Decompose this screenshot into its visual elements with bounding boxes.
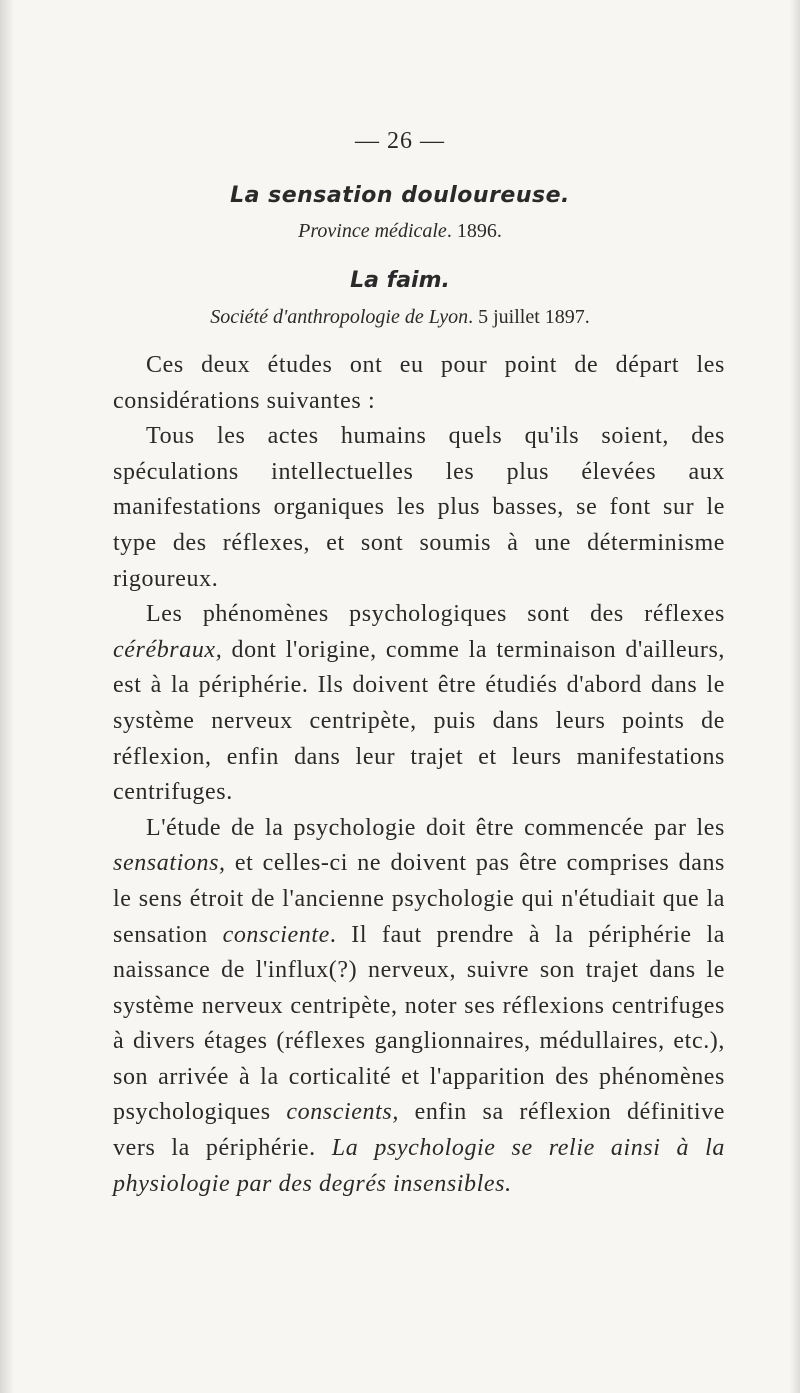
text-run: Les phénomènes psychologiques sont des réflexes (146, 601, 725, 628)
text-run: . Il faut prendre à la périphérie la naissance de l'influx(?) nerveux, suivre son trajet dans le système nerveux centripète, noter ses réflexions centrifuges à divers étages (réflexes ganglionnaires, médullaires, etc.), son arrivée à la corticalité et l'apparition des phénomènes psychologiques (113, 921, 725, 1126)
body-text (113, 348, 725, 1202)
paragraph-4 (113, 811, 725, 1203)
text-run: L'étude de la psychologie doit être commencée par les (146, 814, 725, 841)
page-number: — 26 — (355, 128, 445, 154)
text-run: et celles-ci ne doivent pas être comprises dans le sens étroit de l'ancienne psychologie qui n'étudiait que la sensation (113, 850, 725, 948)
source-date: . 5 juillet 1897. (468, 306, 590, 328)
text-run: enfin sa réflexion définitive vers la périphérie. (113, 1099, 725, 1162)
source-name: Société d'anthropologie de Lyon (210, 306, 469, 328)
section-title-faim: La faim. (350, 268, 450, 293)
emphasis-conscients: conscients, (286, 1099, 399, 1126)
emphasis-cerebraux: cérébraux, (113, 636, 223, 663)
emphasis-conclusion: La psychologie se relie ainsi à la physiologie par des degrés insensibles. (113, 1135, 725, 1197)
emphasis-sensations: sensations, (113, 850, 226, 877)
source-name: Province médicale (298, 220, 447, 242)
source-year: . 1896. (446, 220, 502, 242)
text-run: dont l'origine, comme la terminaison d'ailleurs, est à la périphérie. Ils doivent être étudiés d'abord dans le système nerveux centripète, puis dans leurs points de réflexion, enfin dans leur trajet et leurs manifestations centrifuges. (113, 636, 725, 806)
page-edge-shadow-right (790, 0, 800, 1393)
paragraph-1: Ces deux études ont eu pour point de départ les considérations suivantes : (113, 352, 725, 414)
emphasis-consciente: consciente (222, 921, 330, 948)
paragraph-2: Tous les actes humains quels qu'ils soient, des spéculations intellectuelles les plus élevées aux manifestations organiques les plus basses, se font sur le type des réflexes, et sont soumis à une déterminisme rigoureux. (113, 423, 725, 592)
page-edge-shadow-left (0, 0, 14, 1393)
section-source-societe (0, 306, 800, 329)
section-title-sensation: La sensation douloureuse. (230, 183, 570, 208)
section-source-province (0, 220, 800, 243)
paragraph-3 (113, 597, 725, 811)
